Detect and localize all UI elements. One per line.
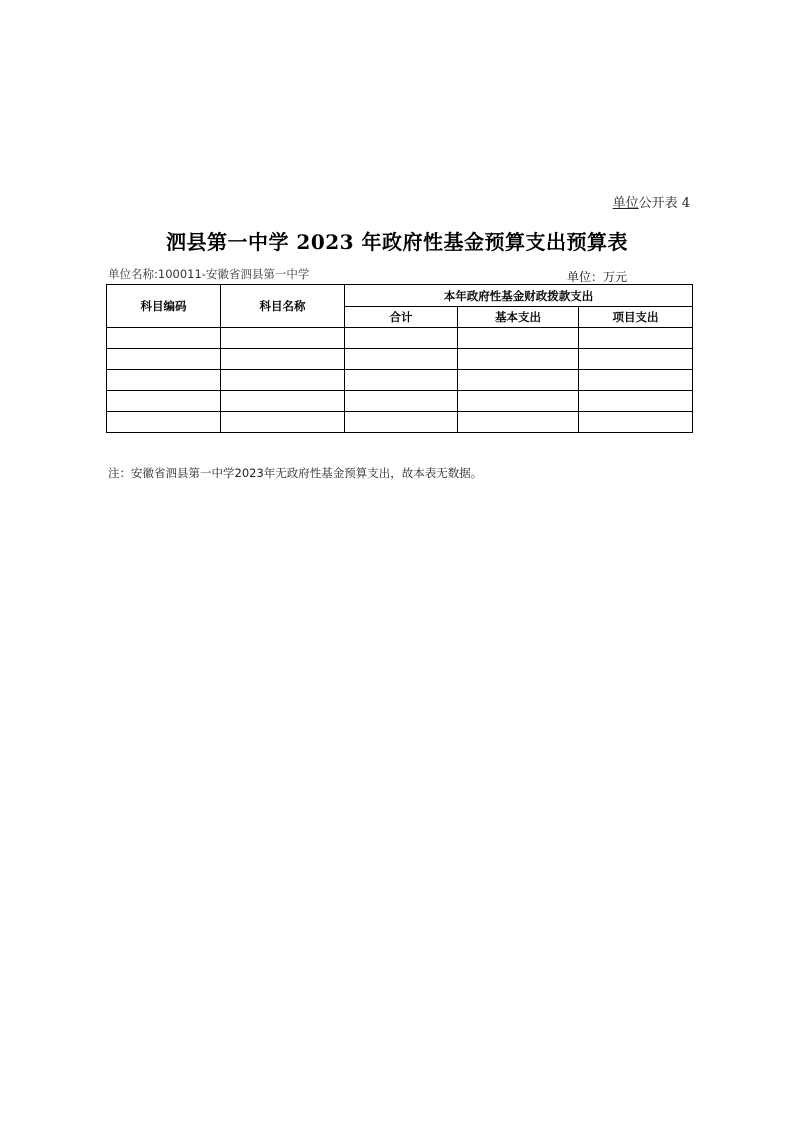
table-cell bbox=[107, 412, 221, 433]
header-subject-code: 科目编码 bbox=[107, 285, 221, 328]
table-cell bbox=[345, 370, 458, 391]
table-cell bbox=[579, 328, 693, 349]
table-cell bbox=[107, 391, 221, 412]
header-basic-expenditure: 基本支出 bbox=[458, 307, 579, 328]
table-row bbox=[107, 370, 693, 391]
table-cell bbox=[221, 391, 345, 412]
table-cell bbox=[221, 349, 345, 370]
table-cell bbox=[579, 412, 693, 433]
budget-table bbox=[106, 284, 693, 433]
page-title: 泗县第一中学 2023 年政府性基金预算支出预算表 bbox=[165, 230, 629, 254]
table-cell bbox=[579, 349, 693, 370]
header-subject-name: 科目名称 bbox=[221, 285, 345, 328]
table-cell bbox=[579, 391, 693, 412]
table-cell bbox=[458, 412, 579, 433]
table-cell bbox=[579, 370, 693, 391]
header-fund-expenditure: 本年政府性基金财政拨款支出 bbox=[345, 285, 693, 307]
table-cell bbox=[107, 370, 221, 391]
table-cell bbox=[345, 328, 458, 349]
table-cell bbox=[107, 349, 221, 370]
table-row bbox=[107, 349, 693, 370]
unit-name: 单位名称:100011-安徽省泗县第一中学 bbox=[108, 267, 310, 281]
header-project-expenditure: 项目支出 bbox=[579, 307, 693, 328]
table-cell bbox=[458, 370, 579, 391]
table-cell bbox=[221, 370, 345, 391]
table-note: 注：安徽省泗县第一中学2023年无政府性基金预算支出，故本表无数据。 bbox=[108, 466, 483, 480]
table-cell bbox=[458, 349, 579, 370]
table-row bbox=[107, 412, 693, 433]
unit-of-measure: 单位：万元 bbox=[567, 270, 628, 284]
form-number-suffix: 公开表 4 bbox=[638, 196, 690, 211]
table-cell bbox=[458, 328, 579, 349]
form-number bbox=[613, 192, 690, 211]
table-cell bbox=[458, 391, 579, 412]
table-cell bbox=[221, 412, 345, 433]
table-cell bbox=[345, 349, 458, 370]
table-row bbox=[107, 391, 693, 412]
table-cell bbox=[107, 328, 221, 349]
table-cell bbox=[345, 412, 458, 433]
form-number-prefix: 单位 bbox=[612, 196, 639, 211]
table-row bbox=[107, 328, 693, 349]
header-total: 合计 bbox=[345, 307, 458, 328]
table-cell bbox=[221, 328, 345, 349]
table-cell bbox=[345, 391, 458, 412]
table-header-row bbox=[107, 285, 693, 307]
